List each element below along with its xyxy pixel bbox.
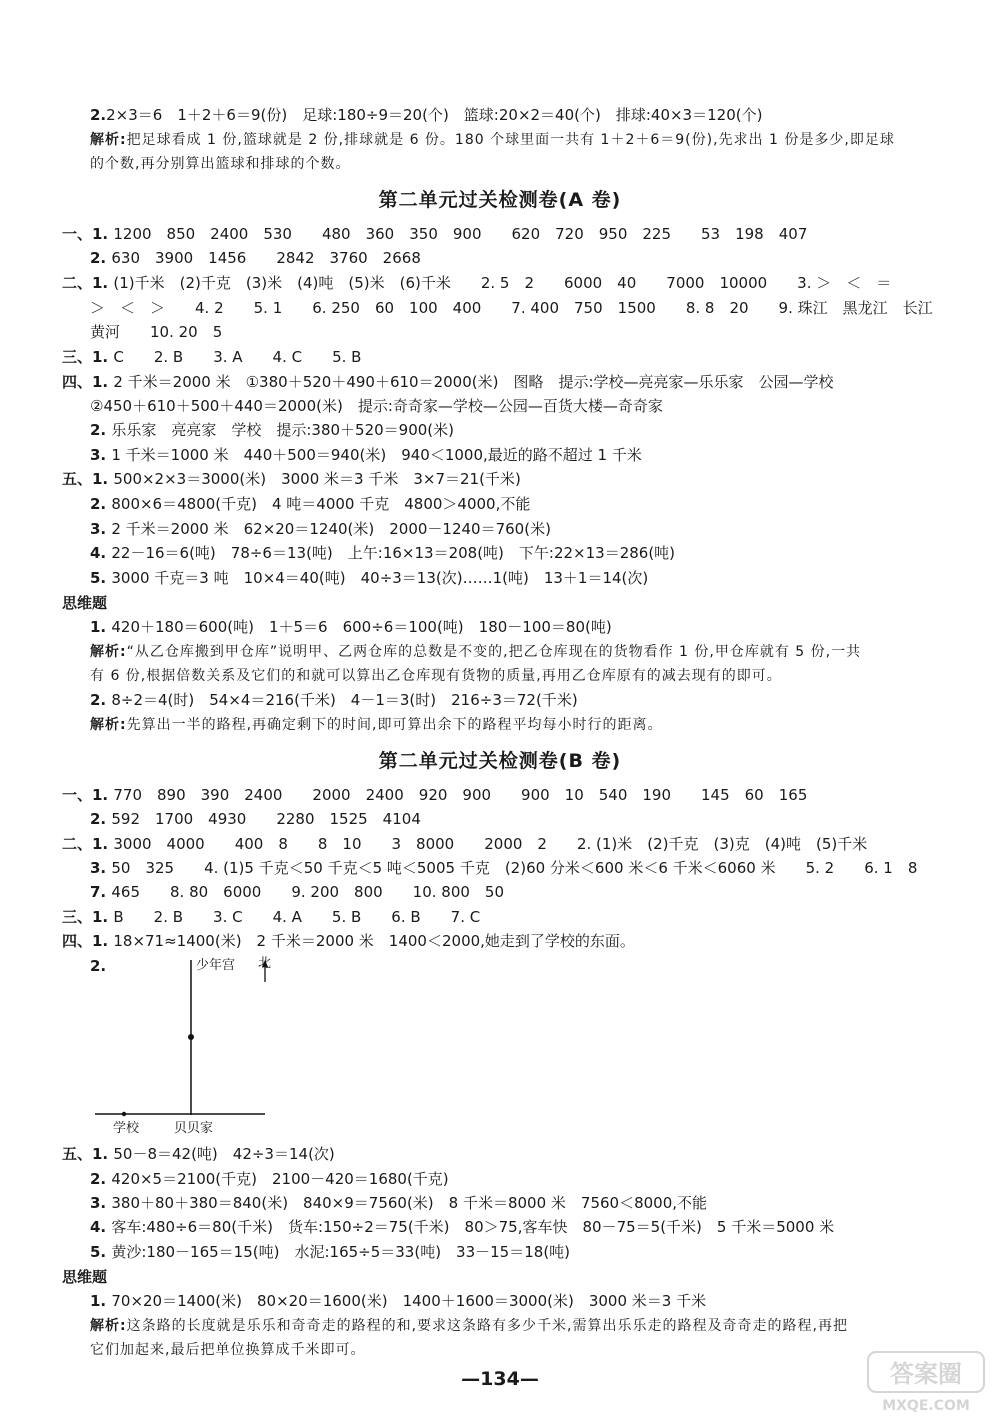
answer-line: 2. 592 1700 4930 2280 1525 4104 (90, 810, 421, 828)
answer-line: ＞ ＜ ＞ 4. 2 5. 1 6. 250 60 100 400 7. 400 750 1500 8. 8 20 9. 珠江 黑龙江 长江 (90, 299, 933, 317)
answer-line: 7. 465 8. 80 6000 9. 200 800 10. 800 50 (90, 883, 505, 901)
explanation-line: 解析:“从乙仓库搬到甲仓库”说明甲、乙两仓库的总数是不变的,把乙仓库现在的货物看作 1 份,甲仓库就有 5 份,一共 (90, 644, 862, 660)
answer-line: 二、1. 3000 4000 400 8 8 10 3 8000 2000 2 2. (1)米 (2)千克 (3)克 (4)吨 (5)千米 (62, 835, 868, 853)
answer-line: 3. 50 325 4. (1)5 千克＜50 千克＜5 吨＜5005 千克 (2)60 分米＜600 米＜6 千米＜6060 米 5. 2 6. 1 8 (90, 859, 918, 877)
explanation-line: 它们加起来,最后把单位换算成千米即可。 (90, 1342, 366, 1358)
watermark-logo (866, 1350, 986, 1416)
explanation-line: 的个数,再分别算出篮球和排球的个数。 (90, 156, 351, 172)
answer-line: 3. 1 千米＝1000 米 440＋500＝940(米) 940＜1000,最近的路不超过 1 千米 (90, 446, 642, 464)
answer-line: 四、1. 2 千米＝2000 米 ①380＋520＋490＋610＝2000(米) 图略 提示:学校—亮亮家—乐乐家 公园—学校 (62, 373, 834, 391)
section-title-a: 第二单元过关检测卷(A 卷) (378, 189, 622, 211)
question-number: 2. (90, 957, 107, 975)
beibei-home-label: 贝贝家 (174, 1121, 214, 1136)
answer-line: 2. 630 3900 1456 2842 3760 2668 (90, 249, 421, 267)
answer-line: 一、1. 1200 850 2400 530 480 360 350 900 620 720 950 225 53 198 407 (62, 225, 808, 243)
answer-line: 一、1. 770 890 390 2400 2000 2400 920 900 900 10 540 190 145 60 165 (62, 786, 808, 804)
answer-line: 2. 420×5＝2100(千克) 2100－420＝1680(千克) (90, 1170, 449, 1188)
thinking-heading: 思维题 (62, 1268, 108, 1286)
answer-line: 1. 70×20＝1400(米) 80×20＝1600(米) 1400＋1600＝3000(米) 3000 米＝3 千米 (90, 1292, 707, 1310)
answer-line: 五、1. 500×2×3＝3000(米) 3000 米＝3 千米 3×7＝21(千米) (62, 470, 521, 488)
answer-line: 四、1. 18×71≈1400(米) 2 千米＝2000 米 1400＜2000,她走到了学校的东面。 (62, 932, 635, 950)
north-label: 北 (258, 956, 272, 971)
route-point (188, 1034, 194, 1040)
section-title-b: 第二单元过关检测卷(B 卷) (378, 750, 622, 772)
answer-line: 3. 380＋80＋380＝840(米) 840×9＝7560(米) 8 千米＝8000 米 7560＜8000,不能 (90, 1194, 708, 1212)
youth-palace-label: 少年宫 (196, 958, 236, 973)
answer-line: ②450＋610＋500＋440＝2000(米) 提示:奇奇家—学校—公园—百货大楼—奇奇家 (90, 397, 663, 415)
answer-line: 二、1. (1)千米 (2)千克 (3)米 (4)吨 (5)米 (6)千米 2. 5 2 6000 40 7000 10000 3. ＞ ＜ ＝ (62, 274, 892, 292)
explanation-line: 解析:先算出一半的路程,再确定剩下的时间,即可算出余下的路程平均每小时行的距离。 (90, 717, 663, 733)
svg-text:答案圈: 答案圈 (890, 1360, 962, 1388)
answer-line: 五、1. 50－8＝42(吨) 42÷3＝14(次) (62, 1145, 335, 1163)
answer-line: 黄河 10. 20 5 (90, 323, 223, 341)
answer-line: 3. 2 千米＝2000 米 62×20＝1240(米) 2000－1240＝760(米) (90, 520, 551, 538)
answer-line: 三、1. B 2. B 3. C 4. A 5. B 6. B 7. C (62, 908, 481, 926)
answer-line: 5. 3000 千克＝3 吨 10×4＝40(吨) 40÷3＝13(次)……1(吨) 13＋1＝14(次) (90, 569, 649, 587)
answer-line: 1. 420＋180＝600(吨) 1＋5＝6 600÷6＝100(吨) 180－100＝80(吨) (90, 618, 612, 636)
school-point (122, 1112, 126, 1116)
svg-text:MXQE.COM: MXQE.COM (882, 1398, 970, 1414)
answer-line: 5. 黄沙:180－165＝15(吨) 水泥:165÷5＝33(吨) 33－15＝18(吨) (90, 1243, 571, 1261)
explanation-line: 有 6 份,根据倍数关系及它们的和就可以算出乙仓库现有货物的质量,再用乙仓库原有的减去现有的即可。 (90, 668, 782, 684)
explanation-line: 解析:把足球看成 1 份,篮球就是 2 份,排球就是 6 份。180 个球里面一共有 1＋2＋6＝9(份),先求出 1 份是多少,即足球 (90, 132, 895, 148)
answer-line: 2.2×3＝6 1＋2＋6＝9(份) 足球:180÷9＝20(个) 篮球:20×2＝40(个) 排球:40×3＝120(个) (90, 106, 763, 124)
answer-line: 2. 800×6＝4800(千克) 4 吨＝4000 千克 4800＞4000,不能 (90, 495, 531, 513)
school-label: 学校 (113, 1121, 140, 1136)
answer-line: 2. 乐乐家 亮亮家 学校 提示:380＋520＝900(米) (90, 421, 455, 439)
answer-line: 三、1. C 2. B 3. A 4. C 5. B (62, 348, 362, 366)
answer-line: 2. 8÷2＝4(时) 54×4＝216(千米) 4－1＝3(时) 216÷3＝72(千米) (90, 691, 578, 709)
answer-line: 4. 客车:480÷6＝80(千米) 货车:150÷2＝75(千米) 80＞75,客车快 80－75＝5(千米) 5 千米＝5000 米 (90, 1218, 835, 1236)
explanation-line: 解析:这条路的长度就是乐乐和奇奇走的路程的和,要求这条路有多少千米,需算出乐乐走的路程及奇奇走的路程,再把 (90, 1318, 848, 1334)
answer-line: 4. 22－16＝6(吨) 78÷6＝13(吨) 上午:16×13＝208(吨) 下午:22×13＝286(吨) (90, 544, 676, 562)
thinking-heading: 思维题 (62, 594, 108, 612)
page-number: —134— (461, 1368, 539, 1390)
